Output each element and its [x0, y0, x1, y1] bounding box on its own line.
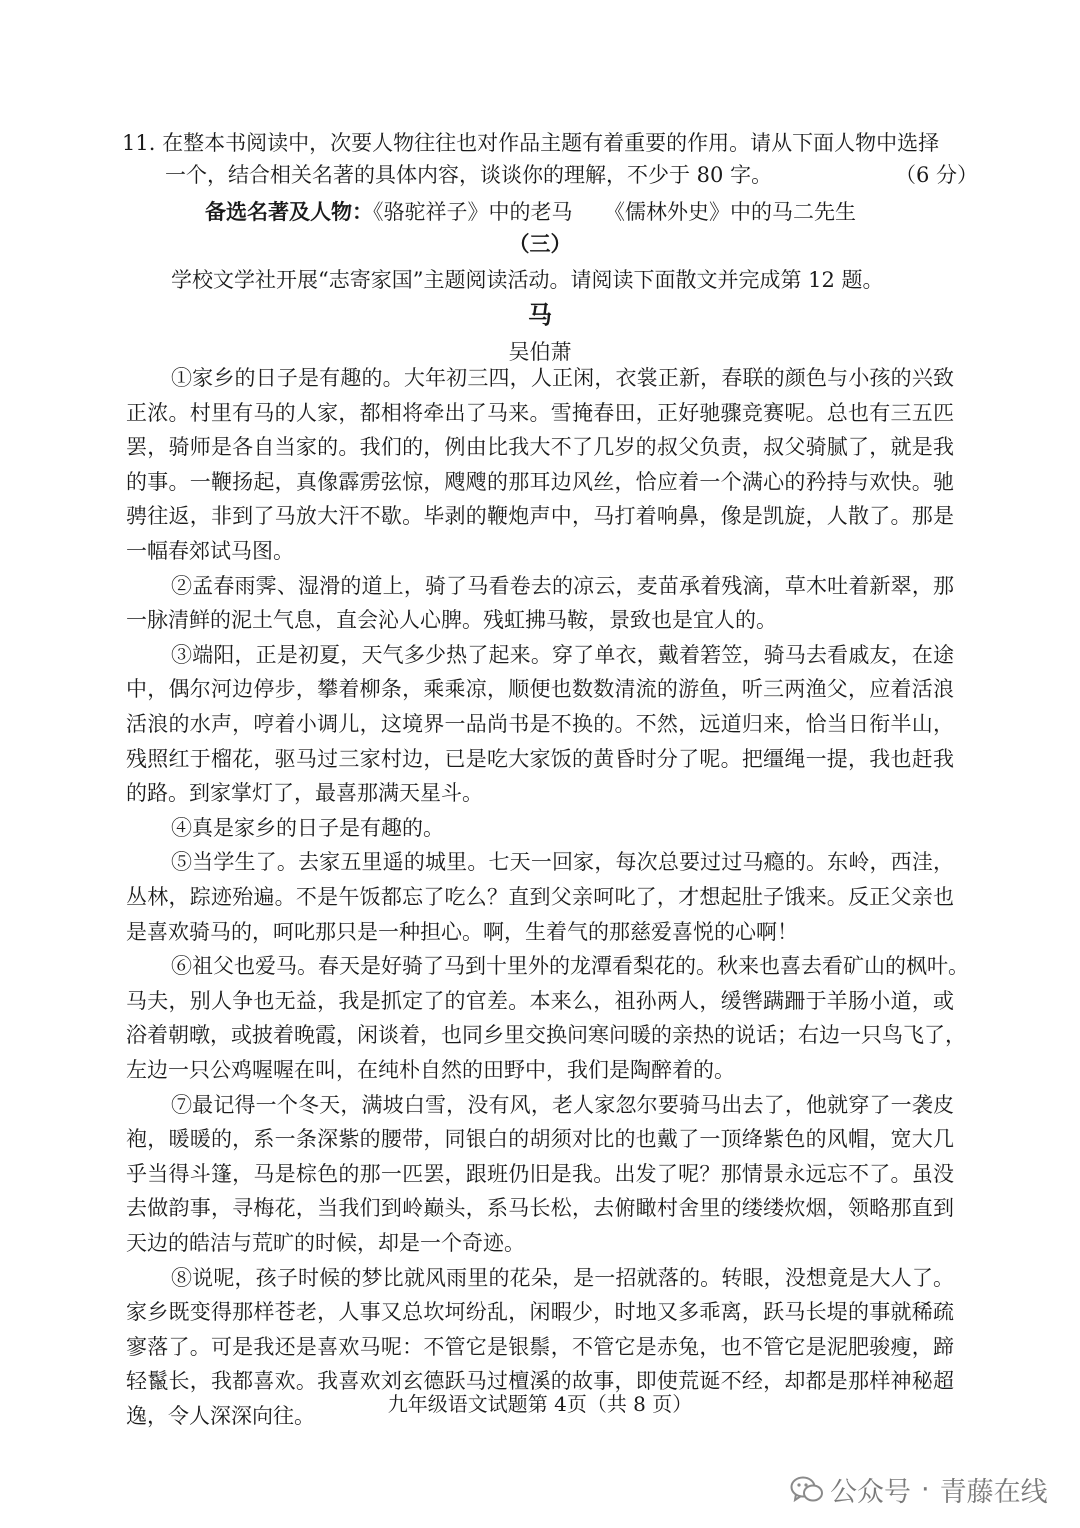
essay-line: 左边一只公鸡喔喔在叫，在纯朴自然的田野中，我们是陶醉着的。	[126, 1058, 735, 1082]
essay-line: 丛林，踪迹殆遍。不是午饭都忘了吃么？直到父亲呵叱了，才想起肚子饿来。反正父亲也	[126, 885, 954, 909]
section-intro: 学校文学社开展“志寄家国”主题阅读活动。请阅读下面散文并完成第 12 题。	[171, 268, 884, 292]
watermark-separator: ·	[921, 1474, 930, 1505]
essay-line: 一幅春郊试马图。	[126, 539, 294, 563]
essay-line: 罢，骑师是各自当家的。我们的，例由比我大不了几岁的叔父负责，叔父骑腻了，就是我	[126, 435, 954, 460]
essay-line: 活浪的水声，哼着小调儿，这境界一品尚书是不换的。不然，远道归来，恰当日衔半山，	[126, 712, 954, 736]
question-11-line2: 一个，结合相关名著的具体内容，谈谈你的理解，不少于 80 字。	[165, 163, 773, 187]
essay-line: 去做韵事，寻梅花，当我们到岭巅头，系马长松，去俯瞰村舍里的缕缕炊烟，领略那直到	[126, 1196, 954, 1221]
page-footer: 九年级语文试题第 4页（共 8 页）	[387, 1392, 693, 1416]
essay-line: 寥落了。可是我还是喜欢马呢：不管它是银鬃，不管它是赤兔，也不管它是泥肥骏瘦，蹄	[126, 1334, 954, 1359]
essay-line: ④真是家乡的日子是有趣的。	[171, 815, 444, 840]
options-text: 《骆驼祥子》中的老马 《儒林外史》中的马二先生	[373, 200, 856, 224]
essay-line: 天边的皓洁与荒旷的时候，却是一个奇迹。	[126, 1231, 525, 1255]
options-row	[205, 197, 856, 227]
essay-line: 的路。到家掌灯了，最喜那满天星斗。	[126, 781, 483, 806]
essay-line: ⑤当学生了。去家五里遥的城里。七天一回家，每次总要过过马瘾的。东岭，西洼，	[171, 850, 954, 875]
question-score: （6 分）	[895, 163, 979, 187]
wechat-icon	[790, 1475, 824, 1505]
essay-line: 正浓。村里有马的人家，都相将牵出了马来。雪掩春田，正好驰骤竞赛呢。总也有三五匹	[126, 400, 954, 425]
options-label: 备选名著及人物：	[205, 199, 373, 224]
essay-line: 骋往返，非到了马放大汗不歇。毕剥的鞭炮声中，马打着响鼻，像是凯旋，人散了。那是	[126, 504, 954, 529]
watermark	[790, 1470, 1048, 1509]
section-number: （三）	[508, 231, 572, 256]
essay-author: 吴伯萧	[508, 340, 572, 364]
essay-line: 逸，令人深深向往。	[126, 1404, 315, 1428]
essay-line: 浴着朝暾，或披着晚霞，闲谈着，也同乡里交换问寒问暖的亲热的说话；右边一只鸟飞了，	[126, 1023, 966, 1048]
watermark-label: 公众号	[830, 1477, 911, 1508]
essay-line: 马夫，别人争也无益，我是抓定了的官差。本来么，祖孙两人，缓辔蹒跚于羊肠小道，或	[126, 988, 954, 1013]
essay-line: 是喜欢骑马的，呵叱那只是一种担心。啊，生着气的那慈爱喜悦的心啊！	[126, 919, 798, 944]
watermark-account: 青藤在线	[939, 1477, 1048, 1508]
essay-line: 乎当得斗篷，马是棕色的那一匹罢，跟班仍旧是我。出发了呢？那情景永远忘不了。虽没	[126, 1161, 954, 1186]
essay-line: 一脉清鲜的泥土气息，直会沁人心脾。残虹拂马鞍，景致也是宜人的。	[126, 608, 777, 633]
essay-line: 轻鬣长，我都喜欢。我喜欢刘玄德跃马过檀溪的故事，即使荒诞不经，却都是那样神秘超	[126, 1369, 954, 1394]
essay-line: ⑦最记得一个冬天，满坡白雪，没有风，老人家忽尔要骑马出去了，他就穿了一袭皮	[171, 1092, 954, 1117]
essay-line: ①家乡的日子是有趣的。大年初三四，人正闲，衣裳正新，春联的颜色与小孩的兴致	[171, 366, 954, 390]
essay-line: 残照红于榴花，驱马过三家村边，已是吃大家饭的黄昏时分了呢。把缰绳一提，我也赶我	[126, 746, 954, 771]
essay-line: 家乡既变得那样苍老，人事又总坎坷纷乱，闲暇少，时地又多乖离，跃马长堤的事就稀疏	[126, 1300, 954, 1325]
essay-line: ⑥祖父也爱马。春天是好骑了马到十里外的龙潭看梨花的。秋来也喜去看矿山的枫叶。	[171, 954, 969, 979]
essay-line: 的事。一鞭扬起，真像霹雳弦惊，飕飕的那耳边风丝，恰应着一个满心的矜持与欢快。驰	[126, 469, 954, 494]
essay-line: 中，偶尔河边停步，攀着柳条，乘乘凉，顺便也数数清流的游鱼，听三两渔父，应着活浪	[126, 677, 954, 702]
question-11-line1: 11. 在整本书阅读中，次要人物往往也对作品主题有着重要的作用。请从下面人物中选择	[122, 131, 940, 155]
essay-title: 马	[528, 300, 552, 329]
essay-line: ②孟春雨霁、湿滑的道上，骑了马看卷去的凉云，麦苗承着残滴，草木吐着新翠，那	[171, 573, 954, 598]
essay-line: ③端阳，正是初夏，天气多少热了起来。穿了单衣，戴着箬笠，骑马去看戚友，在途	[171, 642, 954, 667]
essay-line: 袍，暖暖的，系一条深紫的腰带，同银白的胡须对比的也戴了一顶绛紫色的风帽，宽大几	[126, 1127, 954, 1152]
essay-line: ⑧说呢，孩子时候的梦比就风雨里的花朵，是一招就落的。转眼，没想竟是大人了。	[171, 1265, 954, 1290]
